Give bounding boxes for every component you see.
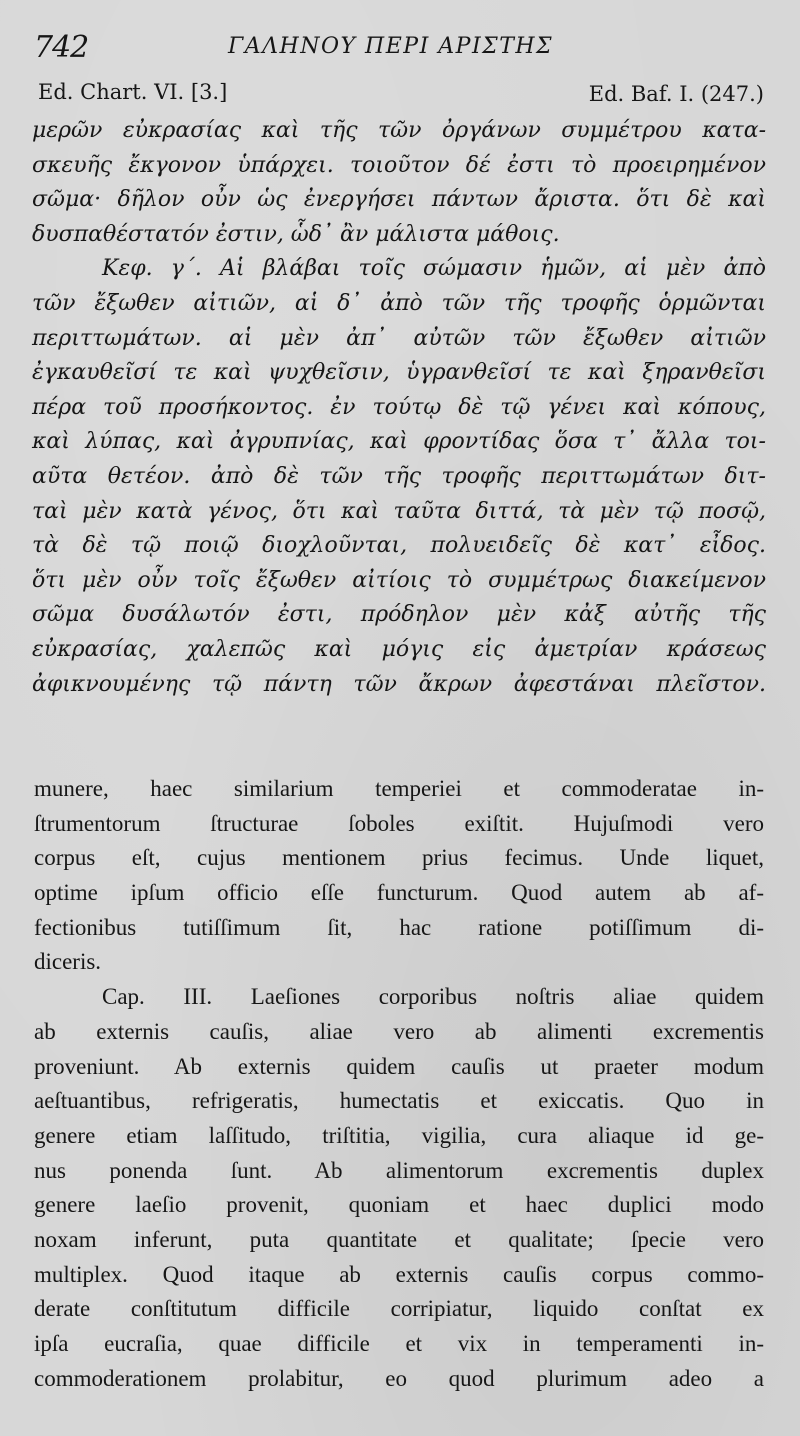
latin-line: proveniunt. Ab externis quidem cauſis ut praeter modum (34, 1053, 764, 1079)
greek-line: ἐγκαυθεῖσί τε καὶ ψυχθεῖσιν, ὑγρανθεῖσί τε καὶ ξηρανθεῖσι (32, 360, 766, 386)
edition-reference-bas: Ed. Baf. I. (247.) (588, 82, 764, 106)
greek-line: σῶμα· δῆλον οὖν ὡς ἐνεργήσει πάντων ἄριστα. ὅτι δὲ καὶ (32, 187, 766, 213)
latin-line: munere, haec similarium temperiei et commoderatae in- (34, 776, 764, 801)
latin-line: nus ponenda ſunt. Ab alimentorum excrementis duplex (34, 1157, 764, 1183)
latin-line: derate conſtitutum difficile corripiatur, liquido conſtat ex (34, 1296, 764, 1322)
latin-line: optime ipſum officio eſſe functurum. Quod autem ab af- (34, 880, 764, 906)
latin-line: diceris. (34, 949, 102, 975)
latin-line: noxam inferunt, puta quantitate et qualitate; ſpecie vero (34, 1226, 764, 1252)
latin-line: ſtrumentorum ſtructurae ſoboles exiſtit. Hujuſmodi vero (34, 810, 764, 836)
latin-line: fectionibus tutiſſimum ſit, hac ratione potiſſimum di- (34, 914, 764, 940)
greek-line: ὅτι μὲν οὖν τοῖς ἔξωθεν αἰτίοις τὸ συμμέτρως διακείμενον (32, 567, 766, 593)
edition-reference-chart: Ed. Chart. VI. [3.] (38, 80, 228, 104)
latin-line: corpus eſt, cujus mentionem prius fecimus. Unde liquet, (34, 845, 764, 871)
latin-line: ipſa eucraſia, quae difficile et vix in temperamenti in- (34, 1331, 764, 1356)
greek-line: δυσπαθέστατόν ἐστιν, ὧδ᾽ ἂν μάλιστα μάθοις. (32, 221, 560, 247)
greek-line: σκευῆς ἔκγονον ὑπάρχει. τοιοῦτον δέ ἐστι τὸ προειρημένον (32, 152, 766, 178)
greek-line: σῶμα δυσάλωτόν ἐστι, πρόδηλον μὲν κἀξ αὐτῆς τῆς (32, 602, 766, 628)
latin-line: commoderationem prolabitur, eo quod plurimum adeo a (34, 1365, 764, 1391)
latin-text-block (34, 772, 764, 1396)
greek-line: μερῶν εὐκρασίας καὶ τῆς τῶν ὀργάνων συμμέτρου κατα- (32, 118, 766, 143)
greek-text-block (32, 114, 766, 702)
latin-line: ab externis cauſis, aliae vero ab alimenti excrementis (34, 1018, 764, 1044)
greek-line: πέρα τοῦ προσήκοντος. ἐν τούτῳ δὲ τῷ γένει καὶ κόπους, (32, 394, 766, 420)
latin-line: aeſtuantibus, refrigeratis, humectatis et exiccatis. Quo in (34, 1088, 764, 1114)
greek-line: περιττωμάτων. αἱ μὲν ἀπ᾽ αὐτῶν τῶν ἔξωθεν αἰτιῶν (32, 325, 766, 351)
greek-line: καὶ λύπας, καὶ ἀγρυπνίας, καὶ φροντίδας ὅσα τ᾽ ἄλλα τοι- (32, 429, 766, 455)
latin-line: genere etiam laſſitudo, triſtitia, vigilia, cura aliaque id ge- (34, 1122, 764, 1148)
greek-line-chapter-start: Κεφ. γ΄. Αἱ βλάβαι τοῖς σώμασιν ἡμῶν, αἱ μὲν ἀπὸ (102, 256, 766, 282)
greek-line: τῶν ἔξωθεν αἰτιῶν, αἱ δ᾽ ἀπὸ τῶν τῆς τροφῆς ὁρμῶνται (32, 290, 766, 316)
greek-line: ταὶ μὲν κατὰ γένος, ὅτι καὶ ταῦτα διττά, τὰ μὲν τῷ ποσῷ, (32, 498, 766, 524)
greek-line: τὰ δὲ τῷ ποιῷ διοχλοῦνται, πολυειδεῖς δὲ κατ᾽ εἶδος. (32, 533, 766, 559)
latin-line: genere laeſio provenit, quoniam et haec duplici modo (34, 1192, 764, 1218)
latin-line-chapter-start: Cap. III. Laeſiones corporibus noſtris aliae quidem (102, 984, 764, 1010)
running-title: ΓΑΛΗΝΟΥ ΠΕΡΙ ΑΡΙΣΤΗΣ (228, 34, 554, 59)
greek-line: εὐκρασίας, χαλεπῶς καὶ μόγις εἰς ἀμετρίαν κράσεως (32, 636, 766, 662)
page-number: 742 (34, 30, 89, 65)
latin-line: multiplex. Quod itaque ab externis cauſis corpus commo- (34, 1261, 764, 1287)
greek-line: αῦτα θετέον. ἀπὸ δὲ τῶν τῆς τροφῆς περιττωμάτων διτ- (32, 463, 766, 489)
greek-line: ἀφικνουμένης τῷ πάντη τῶν ἄκρων ἀφεστάναι πλεῖστον. (32, 671, 766, 697)
